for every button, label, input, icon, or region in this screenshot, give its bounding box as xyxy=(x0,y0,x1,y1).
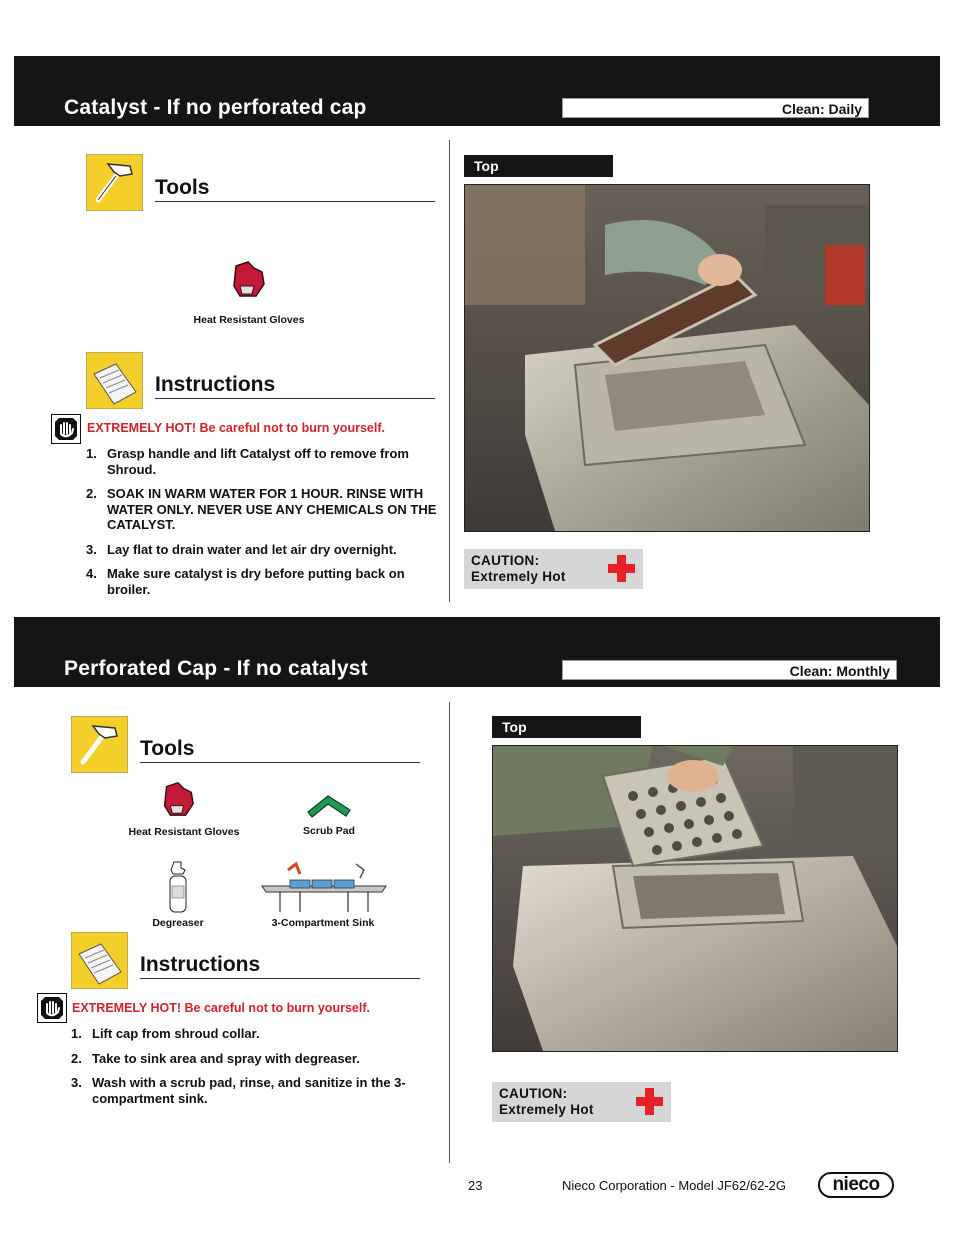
tool-label: Degreaser xyxy=(152,917,204,929)
tool-label: Scrub Pad xyxy=(303,825,355,837)
clean-frequency-badge: Clean: Daily xyxy=(562,98,869,118)
step-text: Take to sink area and spray with degreaser. xyxy=(92,1050,360,1066)
stop-hand-icon xyxy=(51,414,81,444)
warning-text: EXTREMELY HOT! Be careful not to burn yourself. xyxy=(72,1001,370,1015)
step-text: Lift cap from shroud collar. xyxy=(92,1026,260,1041)
step-number: 1. xyxy=(86,446,97,461)
step-item xyxy=(86,566,442,597)
step-item xyxy=(71,1075,427,1106)
step-text: Lay flat to drain water and let air dry overnight. xyxy=(107,541,397,557)
caution-text: Extremely Hot xyxy=(499,1102,594,1117)
tool-label: Heat Resistant Gloves xyxy=(128,826,240,838)
step-number: 2. xyxy=(86,486,97,501)
view-label-top: Top xyxy=(492,716,641,738)
caution-label: CAUTION: xyxy=(499,1086,568,1101)
notepad-icon xyxy=(86,352,143,409)
step-item xyxy=(71,1051,427,1067)
section-title: Perforated Cap - If no catalyst xyxy=(64,657,368,680)
step-item xyxy=(86,542,442,558)
caution-box xyxy=(492,1082,671,1122)
warning-text: EXTREMELY HOT! Be careful not to burn yourself. xyxy=(87,421,385,435)
caution-label: CAUTION: xyxy=(471,553,540,568)
caution-box xyxy=(464,549,643,589)
step-number: 3. xyxy=(71,1075,82,1090)
step-number: 1. xyxy=(71,1026,82,1041)
instruction-steps xyxy=(86,446,442,606)
scrub-pad-icon xyxy=(306,792,352,818)
heat-resistant-gloves-icon xyxy=(226,258,268,300)
stop-hand-icon xyxy=(37,993,67,1023)
step-number: 2. xyxy=(71,1050,82,1066)
step-text: Grasp handle and lift Catalyst off to remove from Shroud. xyxy=(107,446,409,477)
step-item xyxy=(71,1026,427,1042)
instruction-steps xyxy=(71,1026,427,1115)
clean-frequency-badge: Clean: Monthly xyxy=(562,660,897,680)
section-banner-perforated-cap xyxy=(14,617,940,687)
instructions-heading: Instructions xyxy=(155,373,435,399)
instructions-heading: Instructions xyxy=(140,953,420,979)
notepad-icon xyxy=(71,932,128,989)
nieco-logo xyxy=(818,1172,894,1198)
step-item xyxy=(86,446,442,477)
section-title: Catalyst - If no perforated cap xyxy=(64,96,367,119)
tools-heading: Tools xyxy=(155,176,435,202)
column-divider xyxy=(449,702,450,1163)
column-divider xyxy=(449,140,450,602)
step-text: Wash with a scrub pad, rinse, and sanitize in the 3-compartment sink. xyxy=(92,1075,406,1106)
catalyst-photo xyxy=(464,184,870,532)
footer-company: Nieco Corporation - Model JF62/62-2G xyxy=(562,1178,786,1193)
red-cross-icon xyxy=(608,555,635,582)
hammer-icon xyxy=(71,716,128,773)
step-text: SOAK IN WARM WATER FOR 1 HOUR. RINSE WITH WATER ONLY. NEVER USE ANY CHEMICALS ON THE CATALYST. xyxy=(107,486,437,532)
tool-label: Heat Resistant Gloves xyxy=(193,314,305,326)
tool-label: 3-Compartment Sink xyxy=(271,917,375,929)
view-label-top: Top xyxy=(464,155,613,177)
step-number: 3. xyxy=(86,541,97,557)
step-item xyxy=(86,486,442,533)
red-cross-icon xyxy=(636,1088,663,1115)
tools-heading: Tools xyxy=(140,737,420,763)
heat-resistant-gloves-icon xyxy=(157,779,197,819)
degreaser-bottle-icon xyxy=(167,860,189,914)
step-text: Make sure catalyst is dry before putting back on broiler. xyxy=(107,566,405,597)
perforated-cap-photo xyxy=(492,745,898,1052)
section-banner-catalyst xyxy=(14,56,940,126)
compartment-sink-icon xyxy=(260,860,388,914)
hammer-icon xyxy=(86,154,143,211)
caution-text: Extremely Hot xyxy=(471,569,566,584)
logo-text: nieco xyxy=(832,1174,880,1195)
page-number: 23 xyxy=(468,1178,483,1193)
step-number: 4. xyxy=(86,566,97,581)
